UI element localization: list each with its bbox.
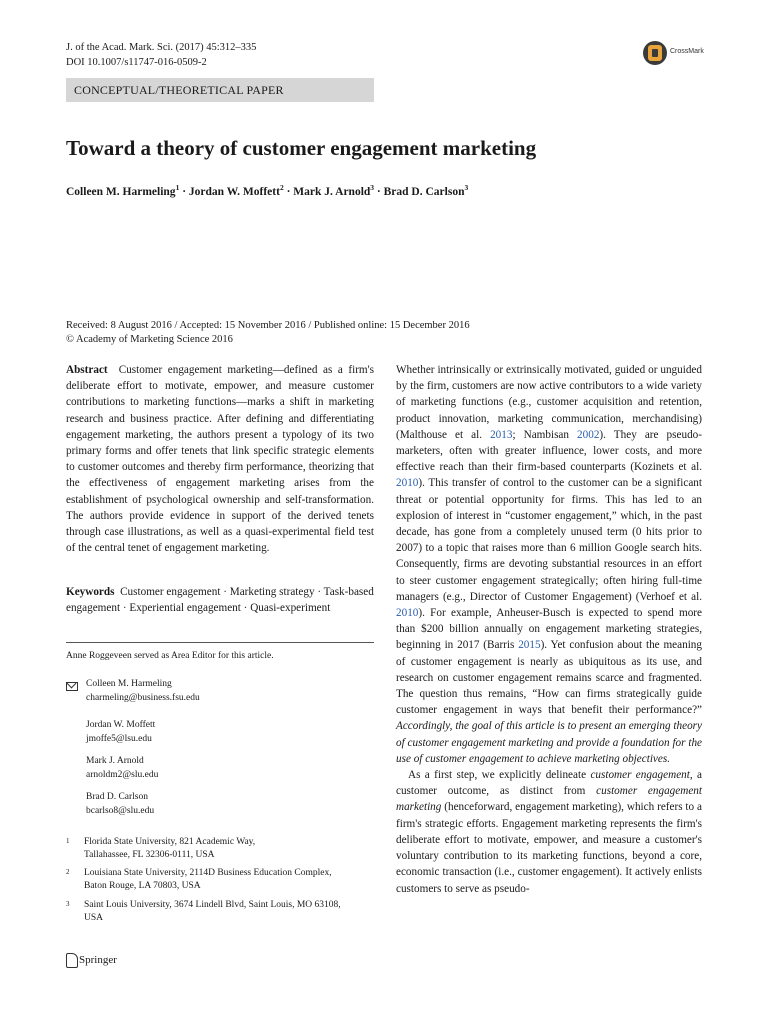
publication-dates: Received: 8 August 2016 / Accepted: 15 November 2016 / Published online: 15 December 2016 (66, 320, 470, 331)
contact-email[interactable]: bcarlso8@slu.edu (86, 805, 155, 816)
envelope-icon (66, 682, 78, 691)
crossmark-badge[interactable] (643, 40, 733, 68)
author-name[interactable]: Jordan W. Moffett (188, 185, 280, 198)
affiliation-number: 1 (66, 837, 70, 845)
keywords (66, 584, 374, 616)
author-name[interactable]: Colleen M. Harmeling (66, 185, 176, 198)
copyright-notice: © Academy of Marketing Science 2016 (66, 334, 233, 345)
contact-name: Jordan W. Moffett (86, 720, 156, 730)
affiliation: Saint Louis University, 3674 Lindell Blvd, Saint Louis, MO 63108, USA (84, 900, 341, 923)
contact-entry (86, 678, 200, 705)
contact-entry (86, 791, 154, 818)
affiliation: Florida State University, 821 Academic Way, Tallahassee, FL 32306-0111, USA (84, 837, 256, 860)
journal-line: J. of the Acad. Mark. Sci. (2017) 45:312–335 (66, 42, 257, 53)
keywords-label: Keywords (66, 586, 115, 598)
citation-link[interactable]: 2010 (396, 607, 419, 620)
affiliation-number: 3 (66, 900, 70, 908)
body-text (396, 362, 702, 897)
doi-line[interactable]: DOI 10.1007/s11747-016-0509-2 (66, 57, 207, 68)
contact-name: Colleen M. Harmeling (86, 679, 172, 689)
contact-email[interactable]: arnoldm2@slu.edu (86, 769, 159, 780)
footnote-divider (66, 642, 374, 643)
paragraph: Whether intrinsically or extrinsically motivated, guided or unguided by the firm, customers are now active contributors to a wide variety of marketing functions (e.g., customer acquisition and retention, product innovation, marketing communication, merchandising) (Malthouse et al. 2013; Nambisan 2002). They are pseudo-marketers, often with greater influence, lower costs, and more effective reach than their firm-based counterparts (Kozinets et al. 2010). This transfer of control to the customer can be a significant threat or potential opportunity for firms. This has led to an explosion of interest in “customer engagement,” which, in the past decade, has gone from a completely unused term (0 hits prior to 2007) to a topic that raises more than 6 million Google search hits. Consequently, firms are devoting substantial resources in an effort to steer customer engagement strategically; often hiring full-time managers (e.g., Director of Customer Engagement) (Verhoef et al. 2010). For example, Anheuser-Busch is expected to spend more than $200 billion annually on engagement marketing strategies, beginning in 2017 (Barris 2015). Yet confusion about the meaning of customer engagement is nearly as ubiquitous as its use, and research on customer engagement remains scarce and fragmented. The question thus remains, “How can firms strategically guide customer engagement in ways that benefit their performance?” Accordingly, the goal of this article is to present an emerging theory of customer engagement marketing and provide a foundation for the use of customer engagement to achieve marketing objectives. (396, 364, 702, 765)
paragraph: As a first step, we explicitly delineate customer engagement, a customer outcome, as distinct from customer engagement marketing (henceforward, engagement marketing), which refers to a firm's strategic efforts. Engagement marketing represents the firm's deliberate effort to motivate, empower, and measure a customer's voluntary contribution to its marketing functions, beyond a core, economic transaction (i.e., customer engagement). It actively enlists customers to serve as pseudo- (396, 769, 702, 895)
affiliation-number: 2 (66, 868, 70, 876)
keywords-text: Customer engagement · Marketing strategy · Task-based engagement · Experiential engagement · Quasi-experiment (66, 586, 374, 615)
contact-entry (86, 755, 158, 782)
contact-entry (86, 719, 155, 746)
editor-note: Anne Roggeveen served as Area Editor for this article. (66, 651, 274, 661)
contact-email[interactable]: jmoffe5@lsu.edu (86, 733, 152, 744)
affiliation: Louisiana State University, 2114D Business Education Complex, Baton Rouge, LA 70803, USA (84, 868, 332, 891)
abstract (66, 362, 374, 556)
citation-link[interactable]: 2002 (577, 428, 600, 441)
author-name[interactable]: Brad D. Carlson (383, 185, 465, 198)
citation-link[interactable]: 2015 (518, 639, 541, 652)
author-list: Colleen M. Harmeling$^1$ · Jordan W. Moffett$^2$ · Mark J. Arnold$^3$ · Brad D. Carlson$^3$ (66, 183, 469, 198)
author-affiliation-ref: 3 (464, 183, 469, 192)
crossmark-label: CrossMark (670, 48, 704, 55)
contact-email[interactable]: charmeling@business.fsu.edu (86, 692, 200, 703)
author-affiliation-ref: 1 (175, 183, 180, 192)
publisher-logo-text: Springer (79, 954, 117, 966)
contact-name: Brad D. Carlson (86, 792, 149, 802)
author-name[interactable]: Mark J. Arnold (293, 185, 371, 198)
citation-link[interactable]: 2013 (490, 428, 513, 441)
citation-link[interactable]: 2010 (396, 477, 419, 490)
crossmark-icon (643, 41, 667, 65)
article-category: CONCEPTUAL/THEORETICAL PAPER (66, 78, 374, 102)
author-affiliation-ref: 2 (279, 183, 284, 192)
abstract-label: Abstract (66, 364, 108, 376)
author-affiliation-ref: 3 (370, 183, 375, 192)
springer-horse-icon (66, 953, 78, 968)
abstract-text: Customer engagement marketing—defined as a firm's deliberate effort to motivate, empower, and measure customer contributions to marketing functions—marks a shift in marketing research and business practice. After defining and differentiating engagement marketing, the authors present a typology of its two primary forms and offer tenets that link specific strategic elements to customer outcomes and thereby firm performance, theorizing that the effectiveness of engagement marketing arises from the establishment of psychological ownership and self-transformation. The authors provide evidence in support of the derived tenets through case illustrations, as well as a quasi-experimental field test of the central tenet of engagement marketing. (66, 364, 375, 555)
article-title: Toward a theory of customer engagement marketing (66, 136, 537, 160)
contact-name: Mark J. Arnold (86, 756, 144, 766)
journal-citation (66, 40, 256, 70)
